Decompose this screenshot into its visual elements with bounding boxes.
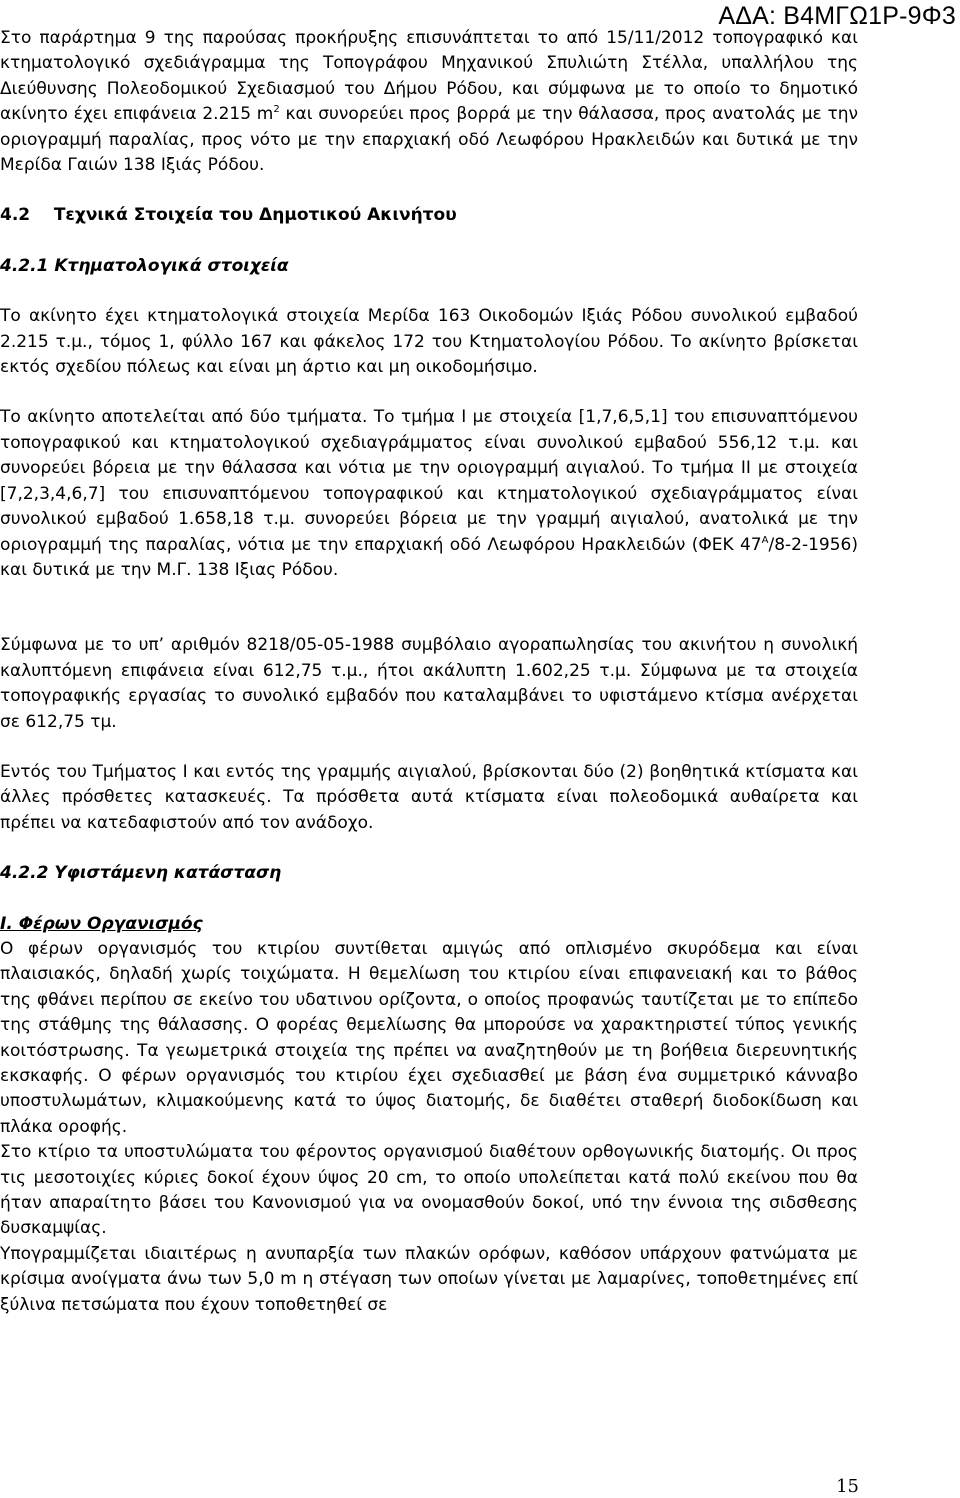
auxiliary-buildings-paragraph: Εντός του Τμήματος Ι και εντός της γραμμής αιγιαλού, βρίσκονται δύο (2) βοηθητικά κτίσματα και άλλες πρόσθετες κατασκευές. Τα πρόσθετα αυτά κτίσματα είναι πολεοδομικά αυθαίρετα και πρέπει να κατεδαφιστούν από τον ανάδοχο. [0,761,858,833]
page-number: 15 [836,1476,859,1497]
structure-paragraph-2: Στο κτίριο τα υποστυλώματα του φέροντος οργανισμού διαθέτουν ορθογωνικής διατομής. Οι προς τις μεσοτοιχίες κύριες δοκοί έχουν ύψος 20 cm, το οποίο υπολείπεται κατά πολύ εκείνου που θα ήταν απαραίτητο βάσει του Κανονισμού για να ονομασθούν δοκοί, υπό την έννοια της σιδσθεσης δυσκαμψίας. [0,1142,858,1239]
parts-text-b: /8-2-1956) και δυτικά με την Μ.Γ. 138 Ιξιας Ρόδου. [0,534,858,580]
parts-superscript: Α [761,534,769,546]
intro-paragraph [0,26,858,178]
intro-text-b: και συνορεύει προς βορρά με την θάλασσα, προς ανατολάς με την οριογραμμή παραλίας, προς νότο με την επαρχιακή οδό Λεωφόρου Ηρακλειδών και δυτικά με την Μερίδα Γαιών 138 Ιξιάς Ρόδου. [0,104,858,176]
intro-superscript: 2 [273,104,280,116]
section-4-2-1-heading: 4.2.1 Κτηματολογικά στοιχεία [0,255,289,276]
section-4-2-heading [0,203,858,228]
structure-paragraph-3: Υπογραμμίζεται ιδιαιτέρως η ανυπαρξία των πλακών ορόφων, καθόσον υπάρχουν φατνώματα με κρίσιμα ανοίγματα άνω των 5,0 m η στέγαση των οποίων γίνεται με λαμαρίνες, τοποθετημένες επί ξύλινα πετσώματα που έχουν τοποθετηθεί σε [0,1243,858,1315]
cadastral-paragraph: Το ακίνητο έχει κτηματολογικά στοιχεία Μερίδα 163 Οικοδομών Ιξιάς Ρόδου συνολικού εμβαδού 2.215 τ.μ., τόμος 1, φύλλο 167 και φάκελος 172 του Κτηματολογίου Ρόδου. Το ακίνητο βρίσκεται εκτός σχεδίου πόλεως και είναι μη άρτιο και μη οικοδομήσιμο. [0,306,858,378]
bearing-structure-subheading: Ι. Φέρων Οργανισμός [0,913,203,934]
intro-text-a: Στο παράρτημα 9 της παρούσας προκήρυξης επισυνάπτεται το από 15/11/2012 τοπογραφικό και κτηματολογικό σχεδιάγραμμα της Τοπογράφου Μηχανικού Σπυλιώτη Στέλλα, υπαλλήλου της Διεύθυνσης Πολεοδομικού Σχεδιασμού του Δήμου Ρόδου, και σύμφωνα με το οποίο το δημοτικό ακίνητο έχει επιφάνεια 2.215 m [0,28,858,125]
section-4-2-number: 4.2 [0,205,31,226]
parts-text-a: Το ακίνητο αποτελείται από δύο τμήματα. Το τμήμα Ι με στοιχεία [1,7,6,5,1] του επισυναπτόμενου τοπογραφικού και κτηματολογικού σχεδιαγράμματος είναι συνολικού εμβαδού 556,12 τ.μ. και συνορεύει βόρεια με την θάλασσα και νότια με την οριογραμμή αιγιαλού. Το τμήμα ΙΙ με στοιχεία [7,2,3,4,6,7] του επισυναπτόμενου τοπογραφικού και κτηματολογικού σχεδιαγράμματος είναι συνολικού εμβαδού 1.658,18 τ.μ. συνορεύει βόρεια με την γραμμή αιγιαλού, ανατολικά με την οριογραμμή της παραλίας, νότια με την επαρχιακή οδό Λεωφόρου Ηρακλειδών (ΦΕΚ 47 [0,407,858,555]
parts-paragraph [0,405,858,583]
section-4-2-title: Τεχνικά Στοιχεία του Δημοτικού Ακινήτου [53,205,457,226]
section-4-2-2-heading: 4.2.2 Υφιστάμενη κατάσταση [0,863,282,884]
ada-code: ΑΔΑ: Β4ΜΓΩ1Ρ-9Φ3 [718,2,956,30]
document-body [0,26,858,1318]
contract-paragraph: Σύμφωνα με το υπ’ αριθμόν 8218/05-05-1988 συμβόλαιο αγοραπωλησίας του ακινήτου η συνολική καλυπτόμενη επιφάνεια είναι 612,75 τ.μ., ήτοι ακάλυπτη 1.602,25 τ.μ. Σύμφωνα με τα στοιχεία τοπογραφικής εργασίας το συνολικό εμβαδόν που καταλαμβάνει το υφιστάμενο κτίσμα ανέρχεται σε 612,75 τμ. [0,635,858,732]
structure-paragraph-1: Ο φέρων οργανισμός του κτιρίου συντίθεται αμιγώς από οπλισμένο σκυρόδεμα και είναι πλαισιακός, δηλαδή χωρίς τοιχώματα. Η θεμελίωση του κτιρίου είναι επιφανειακή και το βάθος της φθάνει περίπου σε εκείνο του υδατινου ορίζοντα, ο οποίος προφανώς ταυτίζεται με το επίπεδο της στάθμης της θάλασσης. Ο φορέας θεμελίωσης θα μπορούσε να χαρακτηριστεί τύπος γενικής κοιτόστρωσης. Τα γεωμετρικά στοιχεία της πρέπει να αναζητηθούν με τη βοήθεια διερευνητικής εκσκαφής. Ο φέρων οργανισμός του κτιρίου έχει σχεδιασθεί με βάση ένα συμμετρικό κάνναβο υποστυλωμάτων, κλιμακούμενης κατά το ύψος διατομής, δε διαθέτει σταθερή διοδοκίδωση και πλάκα οροφής. [0,938,858,1137]
